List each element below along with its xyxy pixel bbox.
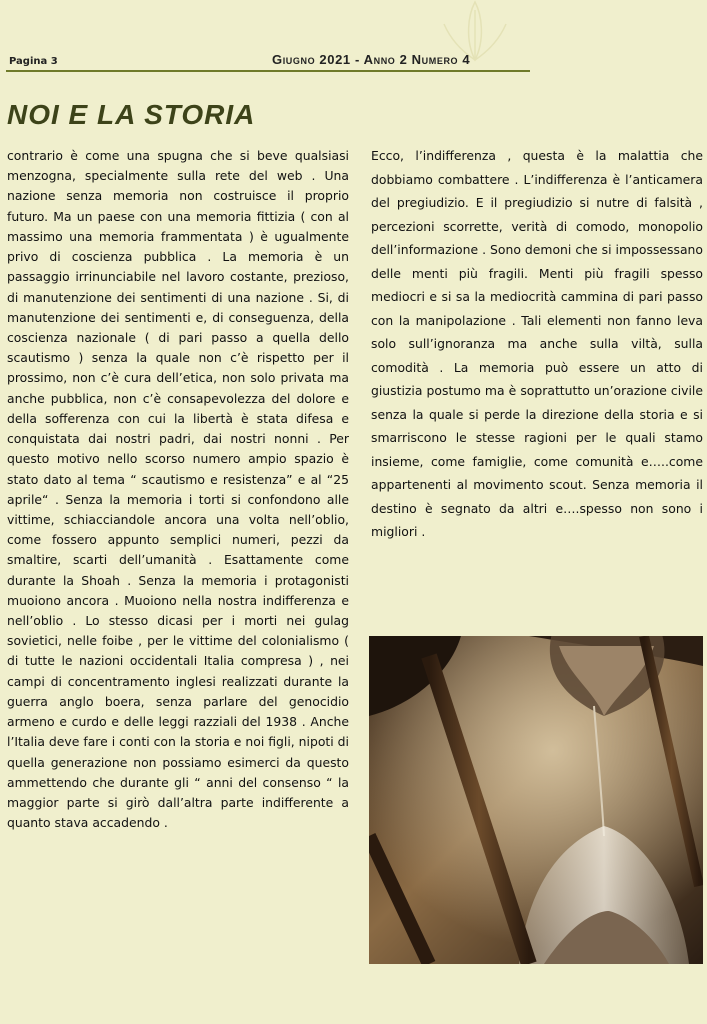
hourglass-photo	[369, 636, 703, 964]
page-number-label: Pagina 3	[9, 56, 58, 67]
issue-info: Giugno 2021 - Anno 2 Numero 4	[272, 52, 471, 67]
section-title: NOI E LA STORIA	[7, 99, 256, 130]
article-left-column: contrario è come una spugna che si beve qualsiasi menzogna, specialmente sulla rete del web . Una nazione senza memoria non costruisce il proprio futuro. Ma un paese con una memoria fittizia ( con al massimo una memoria frammentata ) è ugualmente privo di coscienza pubblica . La memoria è un passaggio irrinunciabile nel lavoro costante, prezioso, di manutenzione dei sentimenti di una nazione . Si, di manutenzione dei sentimenti e, di conseguenza, della coscienza nazionale ( di pari passo a quella dello scautismo ) senza la quale non c’è rispetto per il prossimo, non c’è cura dell’etica, non solo privata ma anche pubblica, non c’è consapevolezza del dolore e della sofferenza con cui la libertà è stata difesa e conquistata dai nostri padri, dai nostri nonni . Per questo motivo nello scorso numero ampio spazio è stato dato al tema “ scautismo e resistenza” e al “25 aprile“ . Senza la memoria i torti si confondono alle vittime, schiacciandole ancora una volta nell’oblio, come fossero appunto semplici numeri, pezzi da smaltire, scarti dell’umanità . Esattamente come durante la Shoah . Senza la memoria i protagonisti muoiono ancora . Muoiono nella nostra indifferenza e nell’oblio . Lo stesso dicasi per i morti nei gulag sovietici, nelle foibe , per le vittime del colonialismo ( di tutte le nazioni occidentali Italia compresa ) , nei campi di concentramento inglesi realizzati durante la guerra anglo boera, senza parlare del genocidio armeno e curdo e delle leggi razziali del 1938 . Anche l’Italia deve fare i conti con la storia e noi figli, nipoti di quella generazione non possiamo esimerci da questo ammettendo che durante gli “ anni del consenso “ la maggior parte si girò dall’altra parte indifferente a quanto stava accadendo .	[7, 148, 349, 831]
hourglass-icon	[369, 636, 703, 964]
header-rule	[6, 70, 530, 72]
article-right-column: Ecco, l’indifferenza , questa è la malattia che dobbiamo combattere . L’indifferenza è l’anticamera del pregiudizio. E il pregiudizio si nutre di falsità , percezioni scorrette, verità di comodo, monopolio dell’informazione . Sono demoni che si impossessano delle menti più fragili. Menti più fragili spesso mediocri e si sa la mediocrità cammina di pari passo con la manipolazione . Tali elementi non fanno leva solo sull’ignoranza ma anche sulla viltà, sulla comodità . La memoria può essere un atto di giustizia postumo ma è soprattutto un’orazione civile senza la quale si perde la direzione della storia e si smarriscono le stesse ragioni per le quali stamo insieme, come famiglie, come comunità e…..come appartenenti al movimento scout. Senza memoria il destino è segnato da altri e….spesso non sono i migliori .	[371, 148, 703, 539]
